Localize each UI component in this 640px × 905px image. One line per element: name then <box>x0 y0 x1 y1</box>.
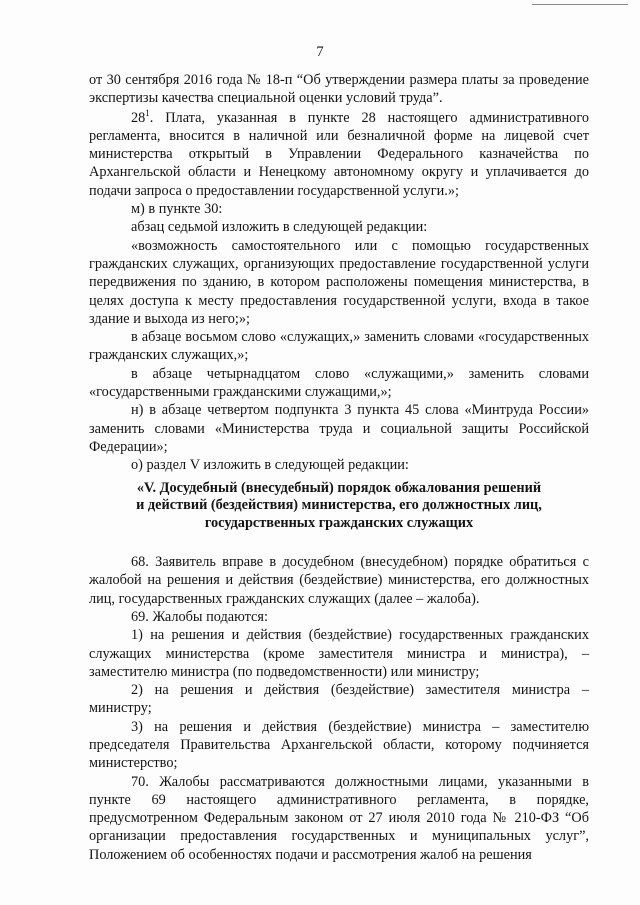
paragraph-28-1-superscript: 1 <box>145 107 150 118</box>
paragraph-abzac-7: абзац седьмой изложить в следующей редакции: <box>131 219 428 236</box>
section-heading-line: и действий (бездействия) министерства, его должностных лиц, <box>136 497 542 514</box>
paragraph-69-2: 2) на решения и действия (бездействие) заместителя министра – министру; <box>89 682 589 717</box>
scan-edge-line <box>532 4 628 5</box>
paragraph-70: 70. Жалобы рассматриваются должностными лицами, указанными в пункте 69 настоящего административного регламента, в порядке, предусмотренном Федеральным законом от 27 июля 2010 года № 210-ФЗ “Об организации предоставления государственных и муниципальных услуг”, Положением об особенностях подачи и рассмотрения жалоб на решения <box>89 773 589 863</box>
paragraph-abzac-14: в абзаце четырнадцатом слово «служащими,» заменить словами «государственными гражданскими служащими,»; <box>89 365 589 401</box>
paragraph-item-o: о) раздел V изложить в следующей редакции: <box>131 457 409 474</box>
paragraph-69: 69. Жалобы подаются: <box>131 608 268 625</box>
document-body <box>89 71 589 864</box>
paragraph-68: 68. Заявитель вправе в досудебном (внесудебном) порядке обратиться с жалобой на решения и действия (бездействие) министерства, его должностных лиц, государственных гражданских служащих (далее – жалоба). <box>89 554 589 607</box>
paragraph-28-1 <box>89 109 589 200</box>
section-v-heading <box>89 480 589 533</box>
paragraph-continuation: от 30 сентября 2016 года № 18-п “Об утверждении размера платы за проведение экспертизы качества специальной оценки условий труда”. <box>89 72 589 107</box>
paragraph-28-1-number: 28 <box>131 109 146 126</box>
paragraph-abzac-8: в абзаце восьмом слово «служащих,» заменить словами «государственных гражданских служащих,»; <box>89 329 589 364</box>
section-heading-line: «V. Досудебный (внесудебный) порядок обжалования решений <box>136 479 542 496</box>
page-number: 7 <box>316 44 324 60</box>
paragraph-69-3: 3) на решения и действия (бездействие) министра – заместителю председателя Правительства Архангельской области, которому подчиняется министерство; <box>89 718 589 772</box>
paragraph-28-1-text: . Плата, указанная в пункте 28 настоящего административного регламента, вносится в наличной или безналичной форме на лицевой счет министерства открытый в Управлении Федерального казначейства по Архангельской области и Ненецкому автономному округу и уплачивается до подачи запроса о предоставлении государственной услуги.»; <box>89 109 589 199</box>
paragraph-item-n: н) в абзаце четвертом подпункта 3 пункта 45 слова «Минтруда России» заменить словами «Министерства труда и социальной защиты Российской Федерации»; <box>89 402 589 455</box>
paragraph-item-m: м) в пункте 30: <box>131 201 223 218</box>
paragraph-69-1: 1) на решения и действия (бездействие) государственных гражданских служащих министерства (кроме заместителя министра и министра), – заместителю министра (по подведомственности) или министру; <box>89 627 589 680</box>
paragraph-quote-accessibility: «возможность самостоятельного или с помощью государственных гражданских служащих, организующих предоставление государственной услуги передвижения по зданию, в котором расположены помещения министерства, в целях доступа к месту предоставления государственной услуги, входа в такое здание и выхода из него;»; <box>89 237 589 327</box>
section-heading-line: государственных гражданских служащих <box>204 514 474 531</box>
